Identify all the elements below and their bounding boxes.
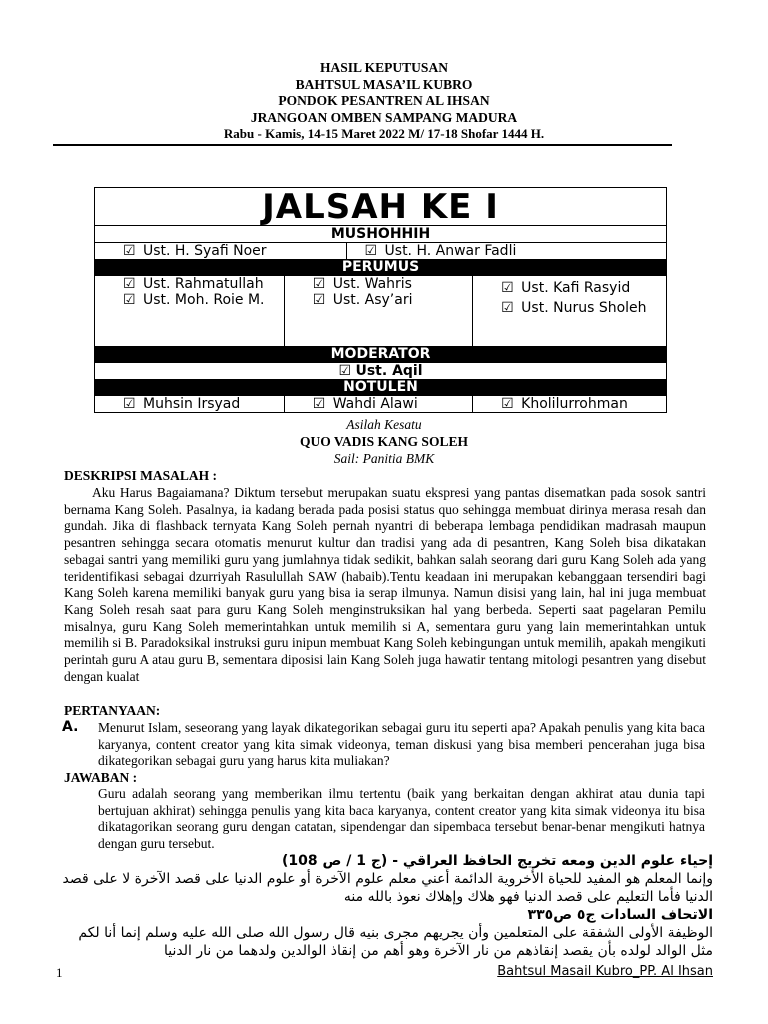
mushohhih-name: Ust. H. Anwar Fadli <box>384 243 517 259</box>
header-line-4: JRANGOAN OMBEN SAMPANG MADURA <box>250 109 518 125</box>
page-number: 1 <box>56 965 63 980</box>
pertanyaan-marker: A. <box>62 719 79 735</box>
jawaban-heading: JAWABAN : <box>64 770 138 785</box>
moderator-cell <box>95 363 667 380</box>
header-date: Rabu - Kamis, 14-15 Maret 2022 M/ 17-18 Shofar 1444 H. <box>223 126 545 141</box>
arabic-reference-1: إحياء علوم الدين ومعه تخريج الحافظ العراقي - (ج 1 / ص 108) <box>282 853 713 869</box>
checkbox-icon: ☑ <box>501 396 514 412</box>
notulen-cell-2 <box>284 396 472 413</box>
notulen-name: Kholilurrohman <box>521 396 628 412</box>
moderator-label: MODERATOR <box>95 347 667 363</box>
arabic-text-1: وإنما المعلم هو المفيد للحياة الأخروية الدائمة أعني معلم علوم الآخرة أو علوم الدنيا على قصد الآخرة لا على قصد الدنيا فأما التعليم على قصد الدنيا فهو هلاك وإهلاك نعوذ بالله منه <box>62 871 713 905</box>
perumus-col-3 <box>473 276 667 347</box>
perumus-label: PERUMUS <box>95 260 667 276</box>
perumus-name: Ust. Moh. Roie M. <box>143 292 265 308</box>
mushohhih-label: MUSHOHHIH <box>95 226 667 243</box>
masalah-title: QUO VADIS KANG SOLEH <box>300 434 468 449</box>
document-header <box>0 60 768 143</box>
perumus-name: Ust. Asy’ari <box>332 292 413 308</box>
moderator-name: Ust. Aqil <box>355 363 423 379</box>
jawaban-text: Guru adalah seorang yang memberikan ilmu tertentu (baik yang berkaitan dengan akhirat atau dunia tapi bertujuan akhirat) sehingga penulis yang kita baca karyanya, content creator yang kita simak videonya itu bisa dikatagorikan seorang guru dengan catatan, sipendengar dan sipembaca tersebut benar-benar mengikuti hatnya dengan guru tersebut. <box>98 786 705 852</box>
arabic-text-2: الوظيفة الأولى الشفقة على المتعلمين وأن يجريهم مجرى بنيه قال رسول الله صلى الله عليه وسلم إنما أنا لكم مثل الوالد لولده بأن يقصد إنقاذهم من نار الآخرة وهو أهم من إنقاذ الوالدين ولدهما من نار الدنيا <box>78 925 713 959</box>
notulen-cell-1 <box>95 396 285 413</box>
footer-title: Bahtsul Masail Kubro_PP. Al Ihsan <box>497 964 713 979</box>
jalsah-title: JALSAH KE I <box>95 188 667 226</box>
mushohhih-cell-1 <box>95 243 347 260</box>
checkbox-icon: ☑ <box>123 292 136 308</box>
deskripsi-heading: DESKRIPSI MASALAH : <box>64 468 218 483</box>
notulen-cell-3 <box>473 396 667 413</box>
deskripsi-text: Aku Harus Bagaiamana? Diktum tersebut merupakan suatu ekspresi yang pantas disematkan pada sosok santri bernama Kang Soleh. Pasalnya, ia kadang berada pada posisi status quo sehingga membuat dirinya merasa resah dan gundah. Jika di flashback ternyata Kang Soleh pernah nyantri di beberapa lembaga pendidikan madrasah maupun pesantren sehingga secara otomatis menurut kultur dan tradisi yang ada di pesantren, Kang Soleh bisa dikatakan sebagai santri yang memiliki guru yang jumlahnya tidak sedikit, bahkan salah seorang dari guru Kang Soleh ada yang teridentifikasi sebagai dzurriyah Rasulullah SAW (habaib).Tentu keadaan ini merupakan kebanggaan tersendiri bagi Kang Soleh karena memiliki banyak guru yang bisa ia serap ilmunya. Namun disisi yang lain, hal ini juga membuat Kang Soleh resah saat para guru Kang Soleh menginstruksikan hal yang berbeda. Seperti saat pagelaran Pemilu misalnya, guru Kang Soleh memerintahkan untuk memilih si A, sementara guru yang lain memerintahkan untuk memilih si B. Paradoksikal instruksi guru inipun membuat Kang Soleh kebingungan untuk memilih, apakah mengikuti perintah guru A atau guru B, sementara diposisi lain Kang Soleh juga hawatir tentang mitologi pesantren yang disebut dengan kualat <box>64 485 706 684</box>
perumus-name: Ust. Nurus Sholeh <box>521 300 647 316</box>
perumus-name: Ust. Rahmatullah <box>143 276 264 292</box>
checkbox-icon: ☑ <box>364 243 378 259</box>
header-line-1: HASIL KEPUTUSAN <box>320 60 448 75</box>
checkbox-icon: ☑ <box>123 243 136 259</box>
checkbox-icon: ☑ <box>501 300 514 316</box>
pertanyaan-heading: PERTANYAAN: <box>64 703 161 718</box>
checkbox-icon: ☑ <box>123 396 136 412</box>
checkbox-icon: ☑ <box>338 363 352 379</box>
notulen-label: NOTULEN <box>95 380 667 396</box>
jalsah-table <box>94 187 667 413</box>
header-line-2: BAHTSUL MASA’IL KUBRO <box>295 76 473 92</box>
checkbox-icon: ☑ <box>312 276 326 292</box>
checkbox-icon: ☑ <box>312 396 326 412</box>
arabic-reference-2: الاتحاف السادات ج٥ ص٣٣٥ <box>527 907 713 923</box>
notulen-name: Wahdi Alawi <box>332 396 418 412</box>
pertanyaan-text: Menurut Islam, seseorang yang layak dikategorikan sebagai guru itu seperti apa? Apakah penulis yang kita baca karyanya, content creator yang kita simak videonya, teman diskusi yang bisa memberi pencerahan juga bisa dikategorikan sebagai guru yang harus kita muliakan? <box>98 720 705 769</box>
header-line-3: PONDOK PESANTREN AL IHSAN <box>278 93 490 108</box>
perumus-col-2 <box>284 276 472 347</box>
notulen-name: Muhsin Irsyad <box>143 396 241 412</box>
perumus-col-1 <box>95 276 285 347</box>
header-rule <box>53 144 672 146</box>
mushohhih-cell-2 <box>346 243 666 260</box>
perumus-name: Ust. Wahris <box>332 276 412 292</box>
checkbox-icon: ☑ <box>123 276 136 292</box>
mushohhih-name: Ust. H. Syafi Noer <box>143 243 267 259</box>
sail-label: Sail: Panitia BMK <box>333 451 435 466</box>
checkbox-icon: ☑ <box>312 292 326 308</box>
checkbox-icon: ☑ <box>501 280 514 296</box>
asilah-label: Asilah Kesatu <box>346 417 422 432</box>
perumus-name: Ust. Kafi Rasyid <box>521 280 631 296</box>
